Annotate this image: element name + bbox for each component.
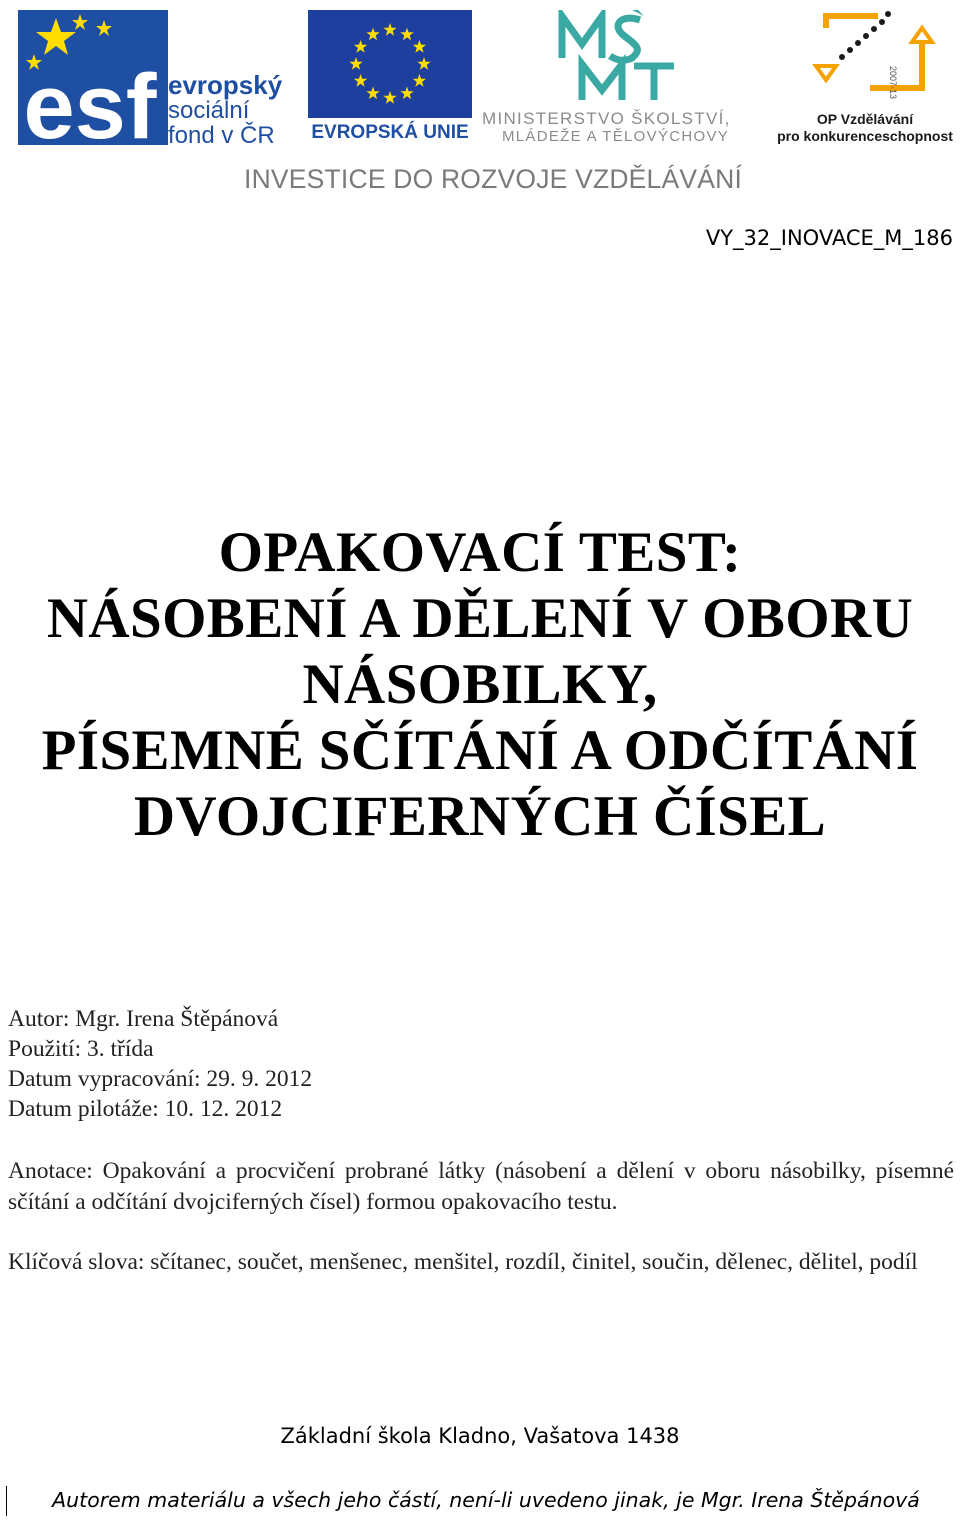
meta-usage: Použití: 3. třída <box>8 1036 154 1062</box>
op-mark-icon <box>774 8 956 108</box>
footer-author: Autorem materiálu a všech jeho částí, není-li uvedeno jinak, je Mgr. Irena Štěpánová <box>52 1488 920 1512</box>
tagline: INVESTICE DO ROZVOJE VZDĚLÁVÁNÍ <box>244 164 743 194</box>
meta-piloted-date: Datum pilotáže: 10. 12. 2012 <box>8 1096 283 1122</box>
msmt-logo <box>482 10 762 145</box>
op-logo <box>774 8 956 148</box>
esf-name <box>168 72 282 148</box>
document-title <box>0 520 960 850</box>
document-code: VY_32_INOVACE_M_186 <box>705 226 953 250</box>
esf-name-line2: sociální <box>168 97 250 124</box>
school-name: Základní škola Kladno, Vašatova 1438 <box>280 1424 680 1448</box>
eu-caption: EVROPSKÁ UNIE <box>311 122 469 143</box>
document-meta <box>8 1004 312 1124</box>
esf-name-line1: evropský <box>168 70 283 100</box>
footer-divider <box>6 1486 7 1516</box>
eu-logo <box>308 10 472 145</box>
eu-flag-icon <box>308 10 472 118</box>
title-line: OPAKOVACÍ TEST: <box>218 521 742 584</box>
esf-name-line3: fond v ČR <box>168 122 275 149</box>
title-line: NÁSOBILKY, <box>302 653 658 716</box>
title-line: NÁSOBENÍ A DĚLENÍ V OBORU <box>46 587 914 650</box>
meta-author: Autor: Mgr. Irena Štěpánová <box>8 1006 279 1032</box>
annotation: Anotace: Opakování a procvičení probrané látky (násobení a dělení v oboru násobilky, písemné sčítání a odčítání dvojciferných čísel) formou opakovacího testu. <box>8 1158 954 1215</box>
op-line1: OP Vzdělávání <box>816 111 914 127</box>
keywords: Klíčová slova: sčítanec, součet, menšenec, menšitel, rozdíl, činitel, součin, dělenec, dělitel, podíl <box>8 1249 918 1275</box>
msmt-mark-icon <box>482 10 762 108</box>
msmt-line1: MINISTERSTVO ŠKOLSTVÍ, <box>482 109 731 128</box>
esf-logo <box>18 10 298 149</box>
op-line2: pro konkurenceschopnost <box>777 128 953 144</box>
svg-text:esf: esf <box>23 56 157 145</box>
op-years: 2007-13 <box>888 66 898 100</box>
title-line: PÍSEMNÉ SČÍTÁNÍ A ODČÍTÁNÍ <box>41 719 919 782</box>
msmt-line2: MLÁDEŽE A TĚLOVÝCHOVY <box>502 128 730 145</box>
title-line: DVOJCIFERNÝCH ČÍSEL <box>133 785 827 848</box>
meta-created-date: Datum vypracování: 29. 9. 2012 <box>8 1066 313 1092</box>
